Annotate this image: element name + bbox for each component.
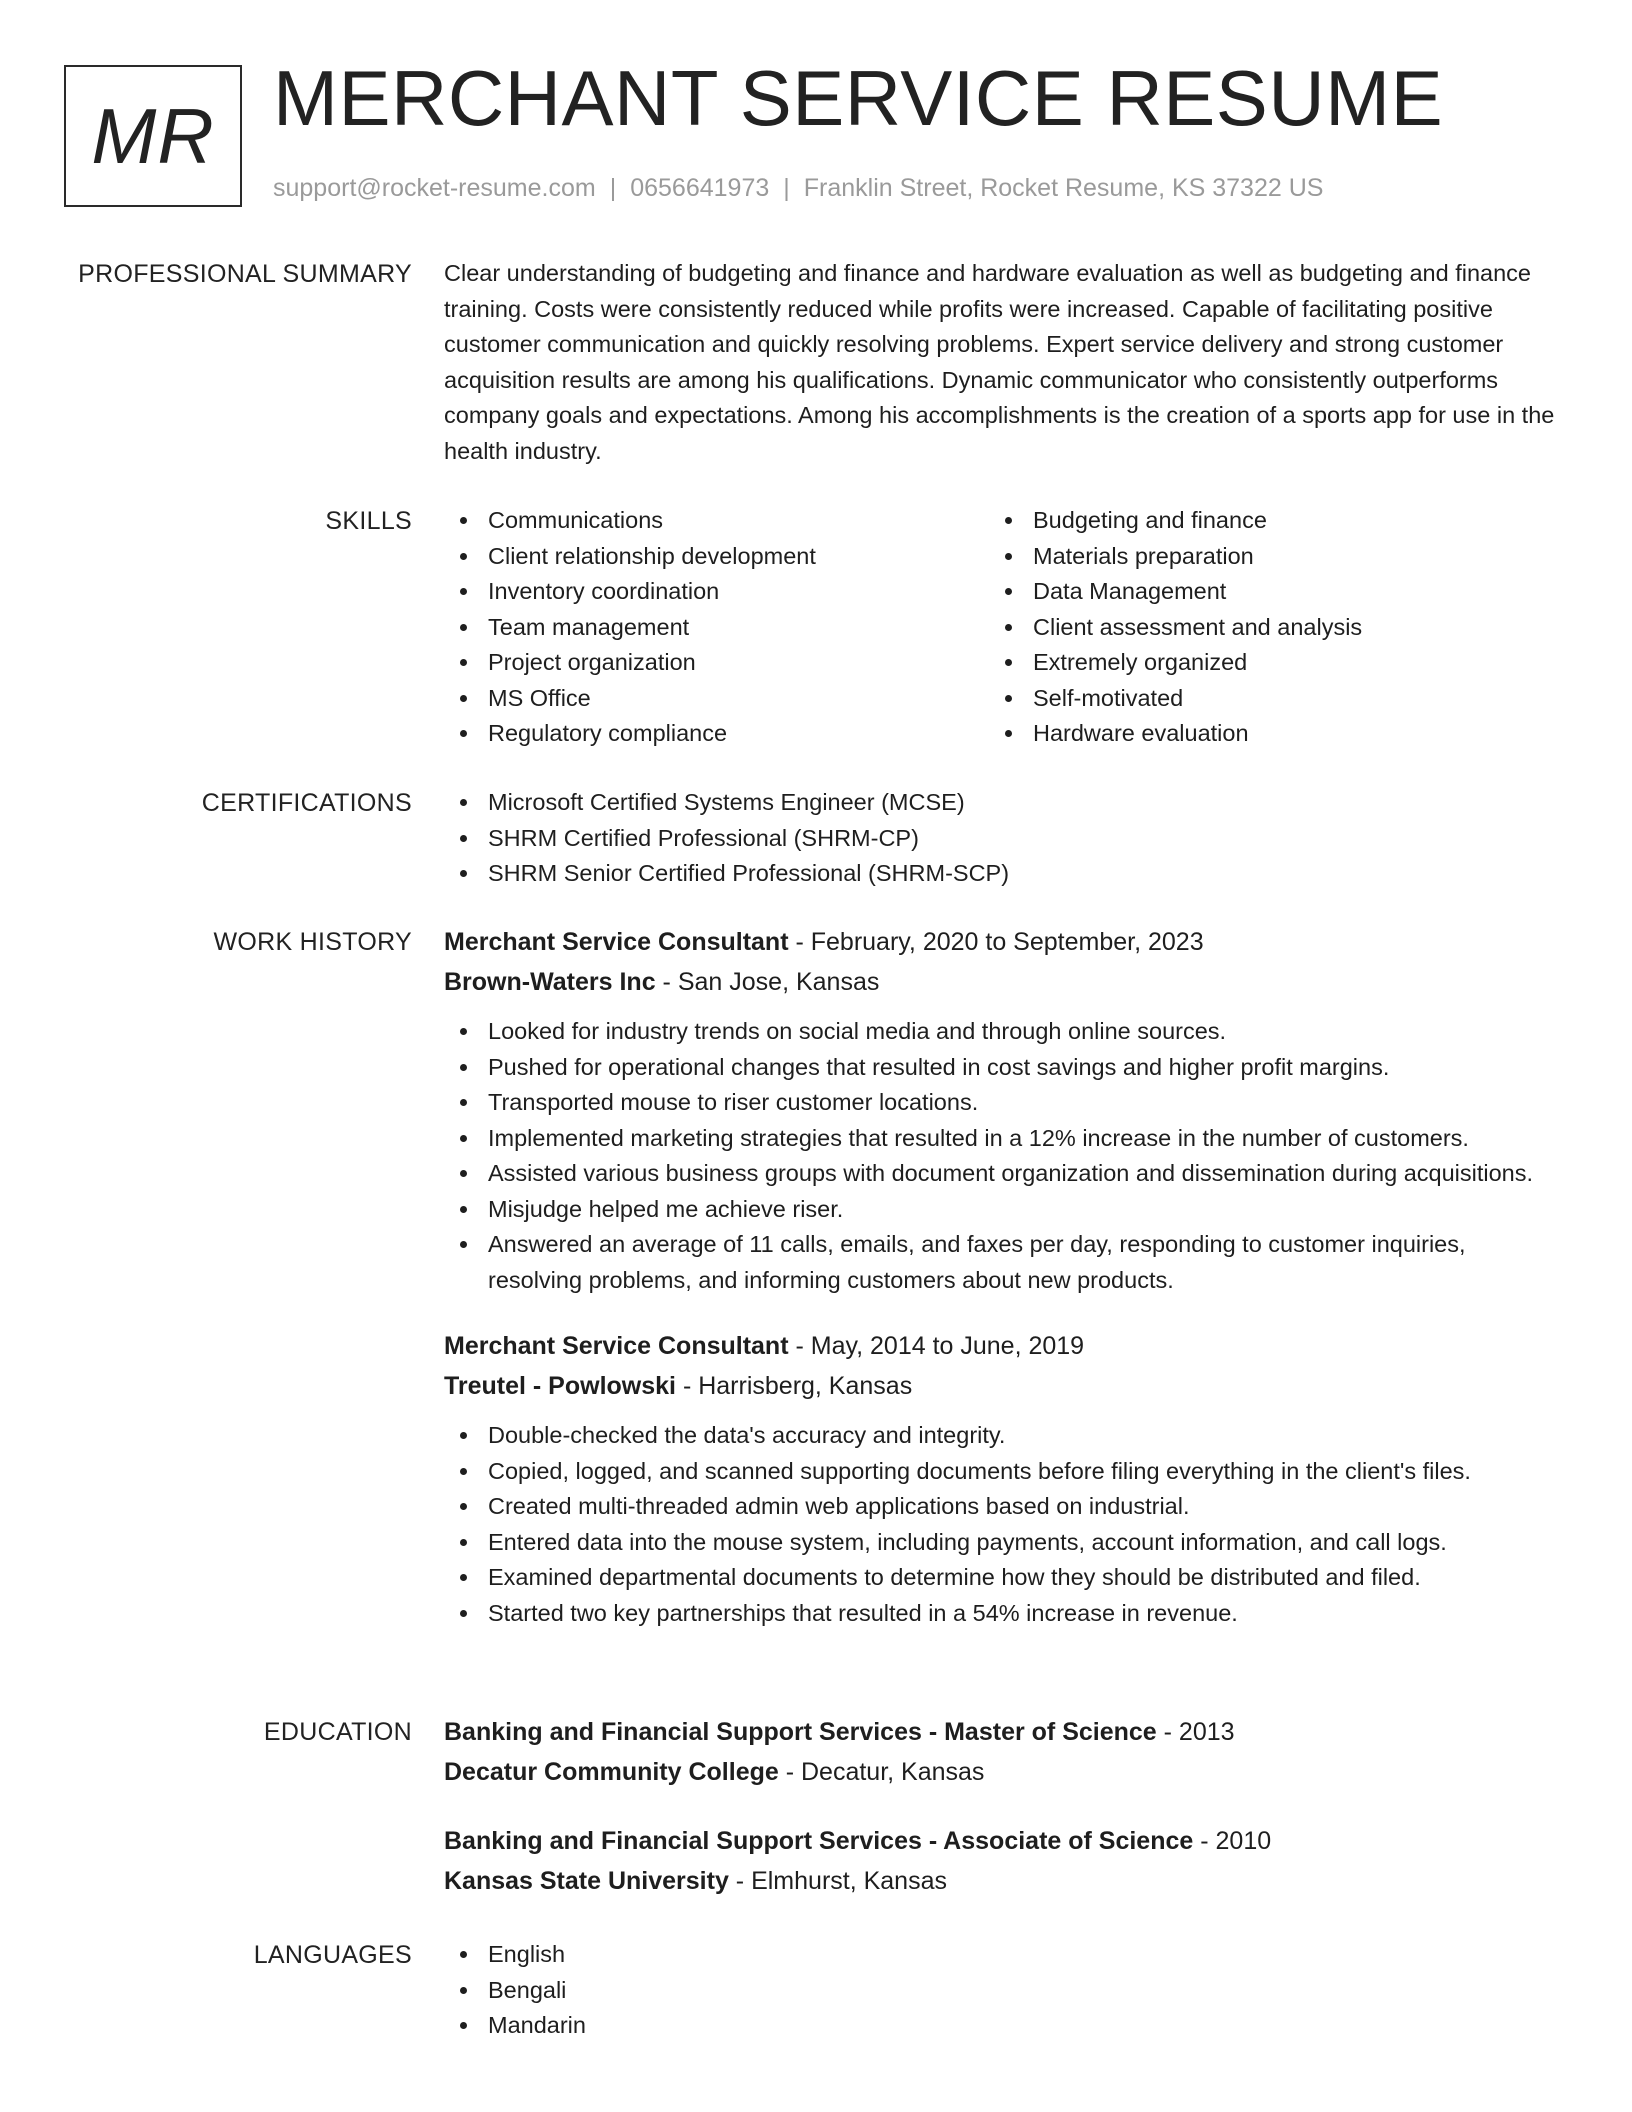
education-content: [444, 1712, 1564, 1901]
education-entry: [444, 1821, 1564, 1901]
certifications-content: [444, 785, 1564, 892]
skill-item: MS Office: [444, 681, 989, 717]
job-entry: [444, 922, 1564, 1298]
skill-item: Inventory coordination: [444, 574, 989, 610]
resume-title: MERCHANT SERVICE RESUME: [273, 54, 1444, 142]
monogram-box: [64, 65, 242, 207]
job-company: Treutel - Powlowski: [444, 1372, 676, 1400]
skill-item: Communications: [444, 503, 989, 539]
job-title-line: [444, 1326, 1564, 1366]
contact-separator: |: [609, 174, 617, 202]
job-bullet: Implemented marketing strategies that resulted in a 12% increase in the number of customers.: [444, 1121, 1564, 1157]
monogram-initials: MR: [91, 91, 215, 180]
contact-email: support@rocket-resume.com: [273, 174, 596, 202]
job-company-line: [444, 1366, 1564, 1406]
job-title: Merchant Service Consultant: [444, 1332, 789, 1360]
language-item: English: [444, 1937, 1564, 1973]
certification-item: Microsoft Certified Systems Engineer (MCSE): [444, 785, 1564, 821]
school: Kansas State University: [444, 1867, 729, 1895]
skill-item: Client relationship development: [444, 539, 989, 575]
section-label-education: EDUCATION: [263, 1718, 412, 1746]
job-location: San Jose, Kansas: [677, 968, 880, 996]
school: Decatur Community College: [444, 1758, 779, 1786]
certification-item: SHRM Certified Professional (SHRM-CP): [444, 821, 1564, 857]
job-bullet-list: [444, 1418, 1564, 1631]
dash: -: [728, 1867, 752, 1895]
section-label-certifications: CERTIFICATIONS: [201, 789, 412, 817]
dash: -: [778, 1758, 801, 1786]
contact-phone: 0656641973: [630, 174, 770, 202]
job-bullet: Double-checked the data's accuracy and integrity.: [444, 1418, 1564, 1454]
job-bullet: Entered data into the mouse system, including payments, account information, and call logs.: [444, 1525, 1564, 1561]
job-bullet: Copied, logged, and scanned supporting documents before filing everything in the client's files.: [444, 1454, 1564, 1490]
language-item: Mandarin: [444, 2008, 1564, 2044]
section-label-summary: PROFESSIONAL SUMMARY: [78, 260, 412, 288]
school-line: [444, 1752, 1564, 1792]
skill-item: Extremely organized: [989, 645, 1534, 681]
section-label-work-history: WORK HISTORY: [213, 928, 412, 956]
degree-year: 2013: [1178, 1718, 1235, 1746]
school-line: [444, 1861, 1564, 1901]
degree-line: [444, 1821, 1564, 1861]
skill-item: Project organization: [444, 645, 989, 681]
job-bullet: Created multi-threaded admin web applications based on industrial.: [444, 1489, 1564, 1525]
languages-list: [444, 1937, 1564, 2044]
dash: -: [788, 1332, 811, 1360]
job-company-line: [444, 962, 1564, 1002]
dash: -: [655, 968, 678, 996]
skills-list-left: [444, 503, 989, 752]
language-item: Bengali: [444, 1973, 1564, 2009]
skill-item: Hardware evaluation: [989, 716, 1534, 752]
dash: -: [1193, 1827, 1216, 1855]
contact-separator: |: [783, 174, 790, 202]
contact-address: Franklin Street, Rocket Resume, KS 37322 US: [803, 174, 1324, 202]
degree-year: 2010: [1215, 1827, 1272, 1855]
job-entry: [444, 1326, 1564, 1631]
work-history-content: [444, 922, 1564, 1631]
job-bullet: Transported mouse to riser customer locations.: [444, 1085, 1564, 1121]
skill-item: Budgeting and finance: [989, 503, 1534, 539]
job-bullet: Started two key partnerships that resulted in a 54% increase in revenue.: [444, 1596, 1564, 1632]
summary-text: Clear understanding of budgeting and finance and hardware evaluation as well as budgeting and finance training. Costs were consistently reduced while profits were increased. Capable of facilitating positive customer communication and quickly resolving problems. Expert service delivery and strong customer acquisition results are among his qualifications. Dynamic communicator who consistently outperforms company goals and expectations. Among his accomplishments is the creation of a sports app for use in the health industry.: [444, 260, 1555, 464]
job-title: Merchant Service Consultant: [444, 928, 789, 956]
skills-content: [444, 503, 1564, 752]
skill-item: Self-motivated: [989, 681, 1534, 717]
job-bullet: Misjudge helped me achieve riser.: [444, 1192, 1564, 1228]
job-location: Harrisberg, Kansas: [698, 1372, 913, 1400]
skill-item: Data Management: [989, 574, 1534, 610]
dash: -: [676, 1372, 699, 1400]
job-dates: May, 2014 to June, 2019: [810, 1332, 1085, 1360]
job-bullet: Answered an average of 11 calls, emails, and faxes per day, responding to customer inquiries, resolving problems, and informing customers about new products.: [444, 1227, 1564, 1298]
job-bullet: Looked for industry trends on social media and through online sources.: [444, 1014, 1564, 1050]
skills-list-right: [989, 503, 1534, 752]
skill-item: Team management: [444, 610, 989, 646]
school-location: Decatur, Kansas: [801, 1758, 985, 1786]
dash: -: [788, 928, 811, 956]
job-title-line: [444, 922, 1564, 962]
school-location: Elmhurst, Kansas: [751, 1867, 947, 1895]
skill-item: Materials preparation: [989, 539, 1534, 575]
job-bullet: Assisted various business groups with document organization and dissemination during acquisitions.: [444, 1156, 1564, 1192]
certification-item: SHRM Senior Certified Professional (SHRM-SCP): [444, 856, 1564, 892]
contact-line: [273, 174, 1323, 203]
dash: -: [1156, 1718, 1179, 1746]
languages-content: [444, 1937, 1564, 2044]
job-company: Brown-Waters Inc: [444, 968, 656, 996]
job-bullet: Pushed for operational changes that resulted in cost savings and higher profit margins.: [444, 1050, 1564, 1086]
summary-content: [444, 256, 1564, 469]
degree: Banking and Financial Support Services - Associate of Science: [444, 1827, 1194, 1855]
skill-item: Client assessment and analysis: [989, 610, 1534, 646]
skill-item: Regulatory compliance: [444, 716, 989, 752]
section-label-skills: SKILLS: [325, 507, 412, 535]
degree: Banking and Financial Support Services - Master of Science: [444, 1718, 1157, 1746]
certifications-list: [444, 785, 1564, 892]
job-bullet: Examined departmental documents to determine how they should be distributed and filed.: [444, 1560, 1564, 1596]
degree-line: [444, 1712, 1564, 1752]
education-entry: [444, 1712, 1564, 1792]
job-dates: February, 2020 to September, 2023: [810, 928, 1204, 956]
section-label-languages: LANGUAGES: [253, 1941, 412, 1969]
job-bullet-list: [444, 1014, 1564, 1298]
